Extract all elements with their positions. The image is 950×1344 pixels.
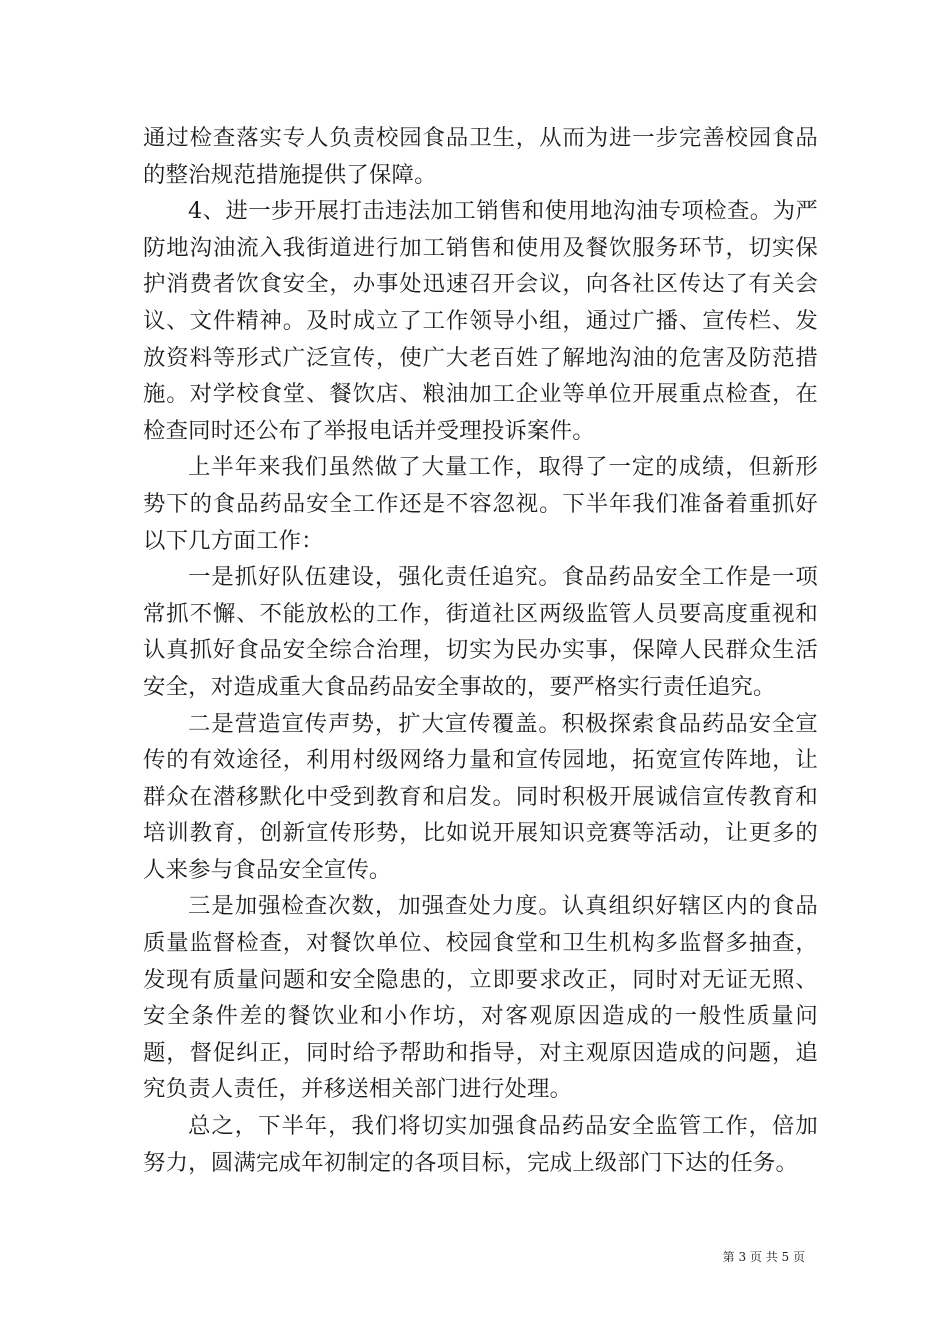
document-body: [143, 120, 818, 1181]
paragraph-point-2: 二是营造宣传声势，扩大宣传覆盖。积极探索食品药品安全宣传的有效途径，利用村级网络力量和宣传园地，拓宽宣传阵地，让群众在潜移默化中受到教育和启发。同时积极开展诚信宣传教育和培训教育，创新宣传形势，比如说开展知识竞赛等活动，让更多的人来参与食品安全宣传。: [143, 710, 818, 883]
paragraph-continuation: 通过检查落实专人负责校园食品卫生，从而为进一步完善校园食品的整治规范措施提供了保障。: [143, 125, 818, 188]
paragraph-item-4: 4、进一步开展打击违法加工销售和使用地沟油专项检查。为严防地沟油流入我街道进行加工销售和使用及餐饮服务环节，切实保护消费者饮食安全，办事处迅速召开会议，向各社区传达了有关会议、文件精神。及时成立了工作领导小组，通过广播、宣传栏、发放资料等形式广泛宣传，使广大老百姓了解地沟油的危害及防范措施。对学校食堂、餐饮店、粮油加工企业等单位开展重点检查，在检查同时还公布了举报电话并受理投诉案件。: [143, 198, 818, 444]
paragraph-summary: 上半年来我们虽然做了大量工作，取得了一定的成绩，但新形势下的食品药品安全工作还是不容忽视。下半年我们准备着重抓好以下几方面工作：: [143, 454, 818, 554]
paragraph-point-3: 三是加强检查次数，加强查处力度。认真组织好辖区内的食品质量监督检查，对餐饮单位、校园食堂和卫生机构多监督多抽查，发现有质量问题和安全隐患的，立即要求改正，同时对无证无照、安全条件差的餐饮业和小作坊，对客观原因造成的一般性质量问题，督促纠正，同时给予帮助和指导，对主观原因造成的问题，追究负责人责任，并移送相关部门进行处理。: [143, 893, 818, 1103]
paragraph-point-1: 一是抓好队伍建设，强化责任追究。食品药品安全工作是一项常抓不懈、不能放松的工作，街道社区两级监管人员要高度重视和认真抓好食品安全综合治理，切实为民办实事，保障人民群众生活安全，对造成重大食品药品安全事故的，要严格实行责任追究。: [143, 564, 818, 700]
paragraph-conclusion: 总之，下半年，我们将切实加强食品药品安全监管工作，倍加努力，圆满完成年初制定的各项目标，完成上级部门下达的任务。: [143, 1113, 818, 1176]
page-number-footer: 第 3 页 共 5 页: [722, 1250, 805, 1264]
